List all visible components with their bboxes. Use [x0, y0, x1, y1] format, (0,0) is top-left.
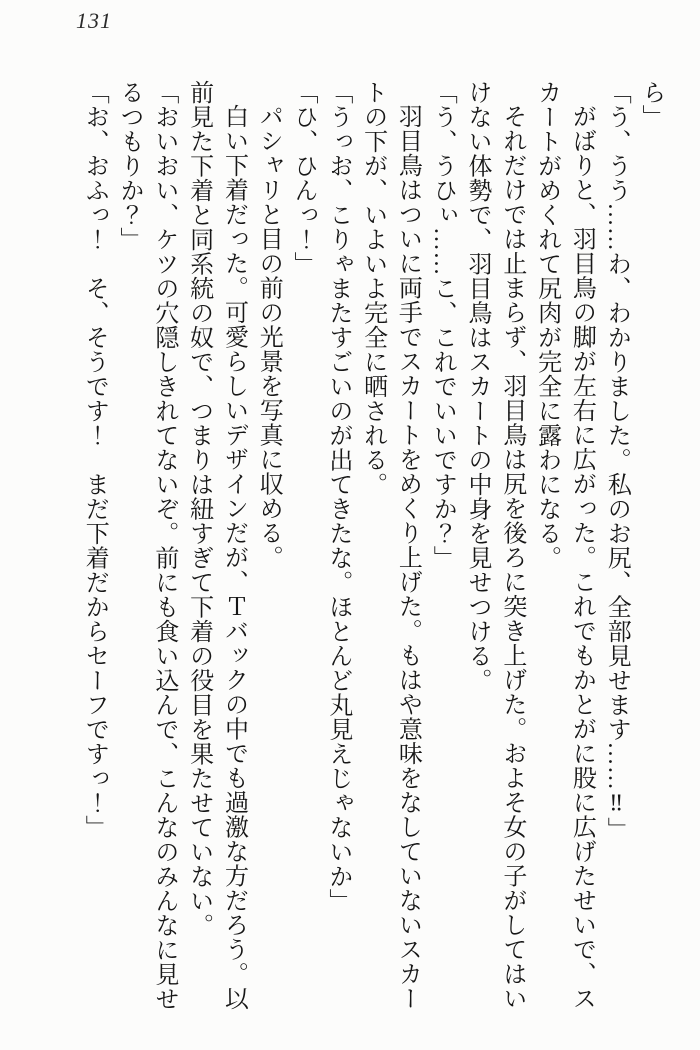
text-column: 「ひ、ひんっ！」: [290, 80, 317, 276]
text-column: 「うっお、こりゃまたすごいのが出てきたな。ほとんど丸見えじゃないか」: [324, 80, 351, 913]
text-column: けない体勢で、羽目鳥はスカートの中身を見せつける。: [464, 80, 491, 693]
text-column: 前見た下着と同系統の奴で、つまりは紐すぎて下着の役目を果たせていない。: [185, 80, 212, 938]
text-column: るつもりか？」: [116, 80, 143, 252]
text-column: 「お、おふっ！ そ、そうです！ まだ下着だからセーフですっ！」: [81, 80, 108, 840]
text-column: 「う、うひぃ……こ、これでいいですか？」: [429, 80, 456, 570]
text-column: カートがめくれて尻肉が完全に露わになる。: [533, 80, 560, 570]
page-number: 131: [76, 8, 112, 33]
text-column: トの下が、いよいよ完全に晒される。: [359, 80, 386, 497]
text-column: 「う、うう……わ、わかりました。私のお尻、全部見せます……‼」: [603, 80, 630, 842]
text-column: 「おいおい、ケツの穴隠しきれてないぞ。前にも食い込んで、こんなのみんなに見せ: [150, 80, 177, 1011]
text-column: 白い下着だった。可愛らしいデザインだが、Ｔバックの中でも過激な方だろう。以: [220, 104, 247, 1011]
text-column: パシャリと目の前の光景を写真に収める。: [255, 104, 282, 570]
text-column: 羽目鳥はついに両手でスカートをめくり上げた。もはや意味をなしていないスカー: [394, 104, 421, 1011]
text-column: がばりと、羽目鳥の脚が左右に広がった。これでもかとがに股に広げたせいで、ス: [568, 104, 595, 1011]
text-column: ら」: [638, 80, 664, 129]
text-column: それだけでは止まらず、羽目鳥は尻を後ろに突き上げた。およそ女の子がしてはい: [498, 104, 525, 1011]
vertical-text-block: [76, 80, 668, 1022]
